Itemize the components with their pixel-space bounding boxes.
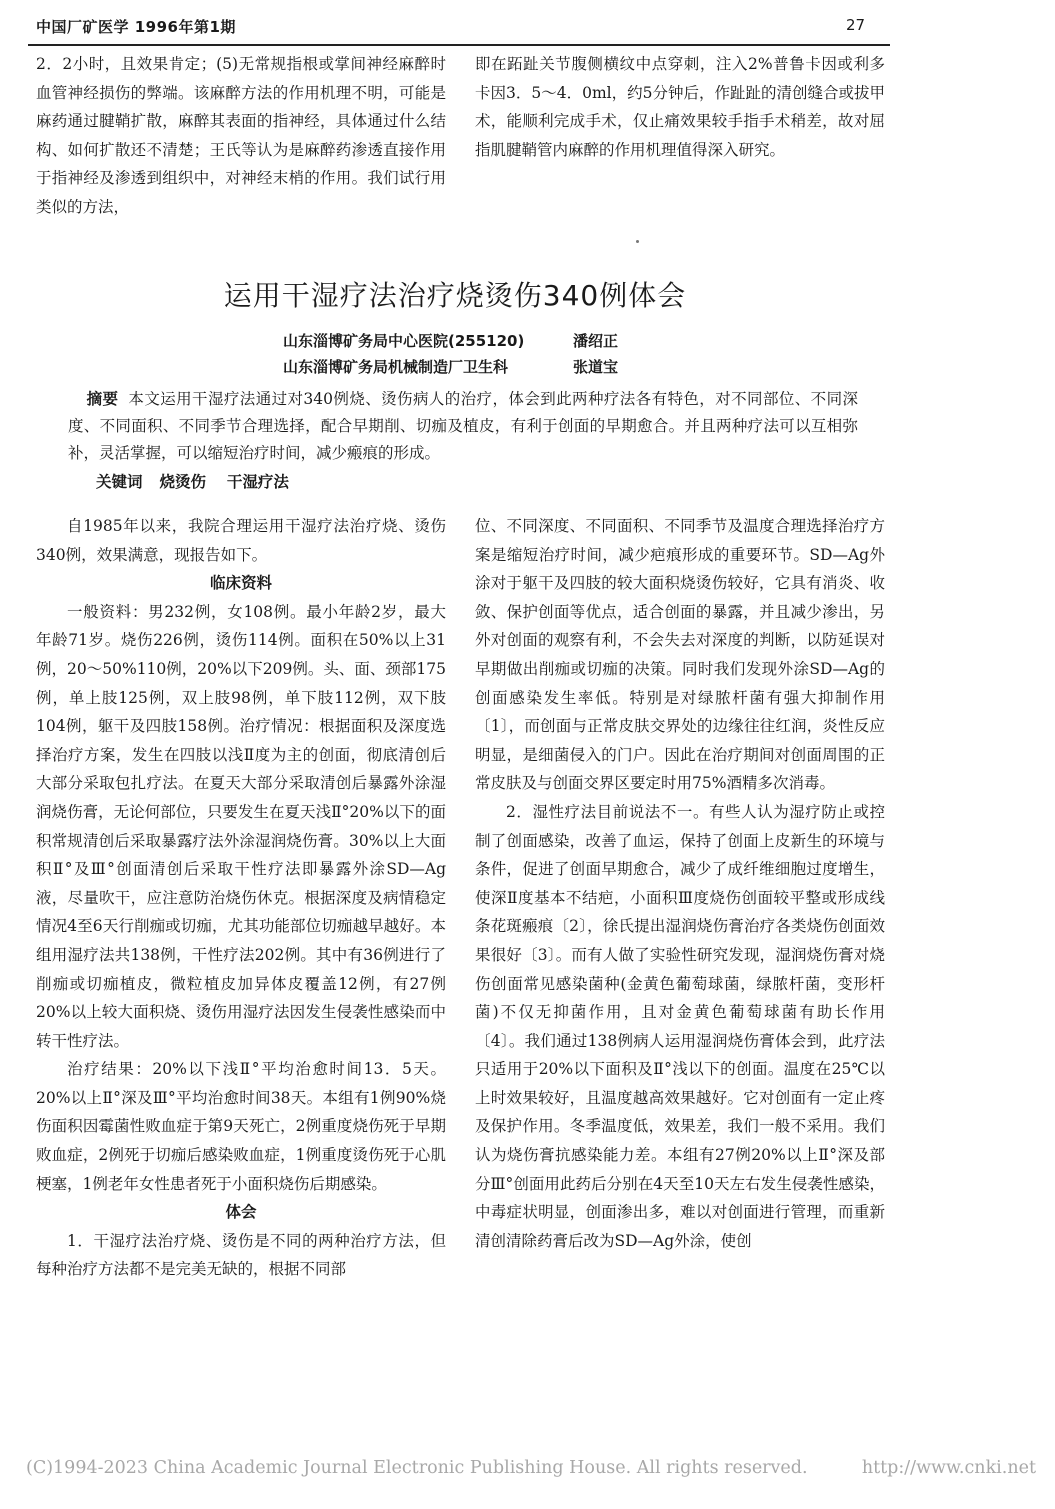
prev-article-paragraph: 即在跖趾关节腹侧横纹中点穿刺，注入2%普鲁卡因或利多卡因3．5～4．0ml，约5分钟后，作趾趾的清创缝合或拔甲术，能顺利完成手术，仅止痛效果较手指手术稍差，故对屈指肌腱鞘管内麻醉的作用机理值得深入研究。: [475, 55, 885, 159]
prev-article-left-column: [36, 50, 446, 222]
copyright-text: (C)1994-2023 China Academic Journal Electronic Publishing House. All rights reserved.: [26, 1458, 808, 1478]
keyword: 烧烫伤: [159, 472, 206, 491]
article-title: 运用干湿疗法治疗烧烫伤340例体会: [223, 279, 687, 312]
section-heading-experience: 体会: [225, 1202, 257, 1222]
body-right-column: [475, 512, 885, 1255]
prev-article-right-column: [475, 50, 885, 164]
results-paragraph: 治疗结果：20%以下浅Ⅱ°平均治愈时间13．5天。20%以上Ⅱ°深及Ⅲ°平均治愈时间38天。本组有1例90%烧伤面积因霉菌性败血症于第9天死亡，2例重度烧伤死于早期败血症，2例死于切痂后感染败血症，1例重度烫伤死于心肌梗塞，1例老年女性患者死于小面积烧伤后期感染。: [36, 1060, 446, 1193]
body-left-column: [36, 512, 446, 1284]
experience-paragraph: 2．湿性疗法目前说法不一。有些人认为湿疗防止或控制了创面感染，改善了血运，保持了创面上皮新生的环境与条件，促进了创面早期愈合，减少了成纤维细胞过度增生，使深Ⅱ度基本不结疤，小面积Ⅲ度烧伤创面较平整或形成线条花斑瘢痕〔2〕，徐氏提出湿润烧伤膏治疗各类烧伤创面效果很好〔3〕。而有人做了实验性研究发现，湿润烧伤膏对烧伤创面常见感染菌种(金黄色葡萄球菌，绿脓杆菌，变形杆菌)不仅无抑菌作用，且对金黄色葡萄球菌有助长作用〔4〕。我们通过138例病人运用湿润烧伤膏体会到，此疗法只适用于20%以下面积及Ⅱ°浅以下的创面。温度在25℃以上时效果较好，且温度越高效果越好。它对创面有一定止疼及保护作用。冬季温度低，效果差，我们一般不采用。我们认为烧伤膏抗感染能力差。本组有27例20%以上Ⅱ°深及部分Ⅲ°创面用此药后分别在4天至10天左右发生侵袭性感染，中毒症状明显，创面渗出多，难以对创面进行管理，而重新清创清除药膏后改为SD—Ag外涂，使创: [475, 802, 885, 1250]
keywords-label: 关键词: [96, 473, 143, 491]
keyword: 干湿疗法: [226, 472, 289, 491]
author-name: 张道宝: [573, 358, 619, 376]
footer-url: http://www.cnki.net: [861, 1458, 1036, 1478]
page-number: 27: [846, 16, 866, 34]
clinical-paragraph: 一般资料：男232例，女108例。最小年龄2岁，最大年龄71岁。烧伤226例，烫伤114例。面积在50%以上31例，20～50%110例，20%以下209例。头、面、颈部175例，单上肢125例，双上肢98例，单下肢112例，双下肢104例，躯干及四肢158例。治疗情况：根据面积及深度选择治疗方案，发生在四肢以浅Ⅱ度为主的创面，彻底清创后大部分采取包扎疗法。在夏天大部分采取清创后暴露外涂湿润烧伤膏，无论何部位，只要发生在夏天浅Ⅱ°20%以下的面积常规清创后采取暴露疗法外涂湿润烧伤膏。30%以上大面积Ⅱ°及Ⅲ°创面清创后采取干性疗法即暴露外涂SD—Ag液，尽量吹干，应注意防治烧伤休克。根据深度及病情稳定情况4至6天行削痂或切痂，尤其功能部位切痂越早越好。本组用湿疗法共138例，干性疗法202例。其中有36例进行了削痂或切痂植皮，微粒植皮加异体皮覆盖12例，有27例20%以上较大面积烧、烫伤用湿疗法因发生侵袭性感染而中转干性疗法。: [36, 602, 446, 1050]
author-name: 潘绍正: [573, 332, 619, 350]
experience-paragraph: 1．干湿疗法治疗烧、烫伤是不同的两种治疗方法，但每种治疗方法都不是完美无缺的，根据不同部: [36, 1231, 446, 1279]
abstract-text: 本文运用干湿疗法通过对340例烧、烫伤病人的治疗，体会到此两种疗法各有特色，对不同部位、不同深度、不同面积、不同季节合理选择，配合早期削、切痂及植皮，有利于创面的早期愈合。并且两种疗法可以互相弥补，灵活掌握，可以缩短治疗时间，减少瘢痕的形成。: [68, 390, 858, 462]
header-rule: [28, 44, 890, 46]
affiliation-line: [283, 356, 703, 378]
abstract-label: 摘要: [86, 390, 119, 408]
affiliation-org: 山东淄博矿务局中心医院(255120): [283, 332, 525, 350]
affiliation-line: [283, 330, 703, 352]
scan-speck: [636, 240, 639, 243]
intro-paragraph: 自1985年以来，我院合理运用干湿疗法治疗烧、烫伤340例，效果满意，现报告如下。: [36, 517, 446, 564]
copyright-footer: [26, 1458, 1036, 1478]
section-heading-clinical: 临床资料: [209, 573, 272, 593]
affiliation-org: 山东淄博矿务局机械制造厂卫生科: [283, 358, 509, 376]
keywords: [96, 470, 305, 492]
abstract: [68, 386, 858, 467]
prev-article-paragraph: 2．2小时，且效果肯定；(5)无常规指根或掌间神经麻醉时血管神经损伤的弊端。该麻醉方法的作用机理不明，可能是麻药通过腱鞘扩散，麻醉其表面的指神经，具体通过什么结构、如何扩散还不清楚；王氏等认为是麻醉药渗透直接作用于指神经及渗透到组织中，对神经末梢的作用。我们试行用类似的方法，: [36, 55, 446, 216]
running-head: 中国厂矿医学 1996年第1期: [36, 18, 236, 36]
experience-paragraph-continued: 位、不同深度、不同面积、不同季节及温度合理选择治疗方案是缩短治疗时间，减少疤痕形成的重要环节。SD—Ag外涂对于躯干及四肢的较大面积烧烫伤较好，它具有消炎、收敛、保护创面等优点，适合创面的暴露，并且减少渗出，另外对创面的观察有利，不会失去对深度的判断，以防延误对早期做出削痂或切痂的决策。同时我们发现外涂SD—Ag的创面感染发生率低。特别是对绿脓杆菌有强大抑制作用〔1〕，而创面与正常皮肤交界处的边缘往往红润，炎性反应明显，是细菌侵入的门户。因此在治疗期间对创面周围的正常皮肤及与创面交界区要定时用75%酒精多次消毒。: [475, 517, 885, 793]
